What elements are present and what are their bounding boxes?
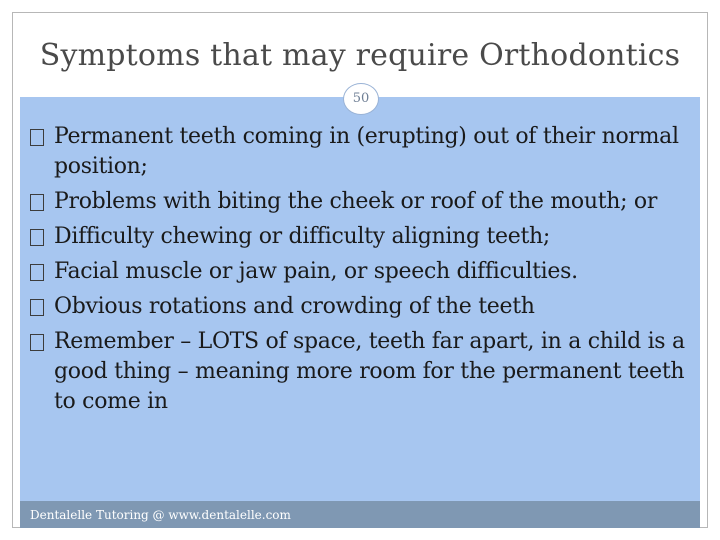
square-bullet-icon xyxy=(30,334,44,351)
bullet-text: Remember – LOTS of space, teeth far apart, in a child is a good thing – meaning more room for the permanent teeth to come in xyxy=(54,329,685,414)
bullet-text: Problems with biting the cheek or roof of the mouth; or xyxy=(54,189,658,214)
footer-text: Dentalelle Tutoring @ www.dentalelle.com xyxy=(30,508,291,522)
bullet-item xyxy=(30,187,690,217)
square-bullet-icon xyxy=(30,229,44,246)
slide-number-badge: 50 xyxy=(343,83,379,115)
bullet-list xyxy=(30,122,690,422)
square-bullet-icon xyxy=(30,129,44,146)
bullet-item xyxy=(30,327,690,417)
square-bullet-icon xyxy=(30,264,44,281)
square-bullet-icon xyxy=(30,299,44,316)
bullet-text: Obvious rotations and crowding of the teeth xyxy=(54,294,535,319)
bullet-item xyxy=(30,292,690,322)
bullet-item xyxy=(30,122,690,182)
square-bullet-icon xyxy=(30,194,44,211)
bullet-item xyxy=(30,257,690,287)
bullet-text: Facial muscle or jaw pain, or speech difficulties. xyxy=(54,259,578,284)
slide-title: Symptoms that may require Orthodontics xyxy=(39,38,681,73)
bullet-item xyxy=(30,222,690,252)
bullet-text: Difficulty chewing or difficulty aligning teeth; xyxy=(54,224,551,249)
bullet-text: Permanent teeth coming in (erupting) out of their normal position; xyxy=(54,124,679,179)
